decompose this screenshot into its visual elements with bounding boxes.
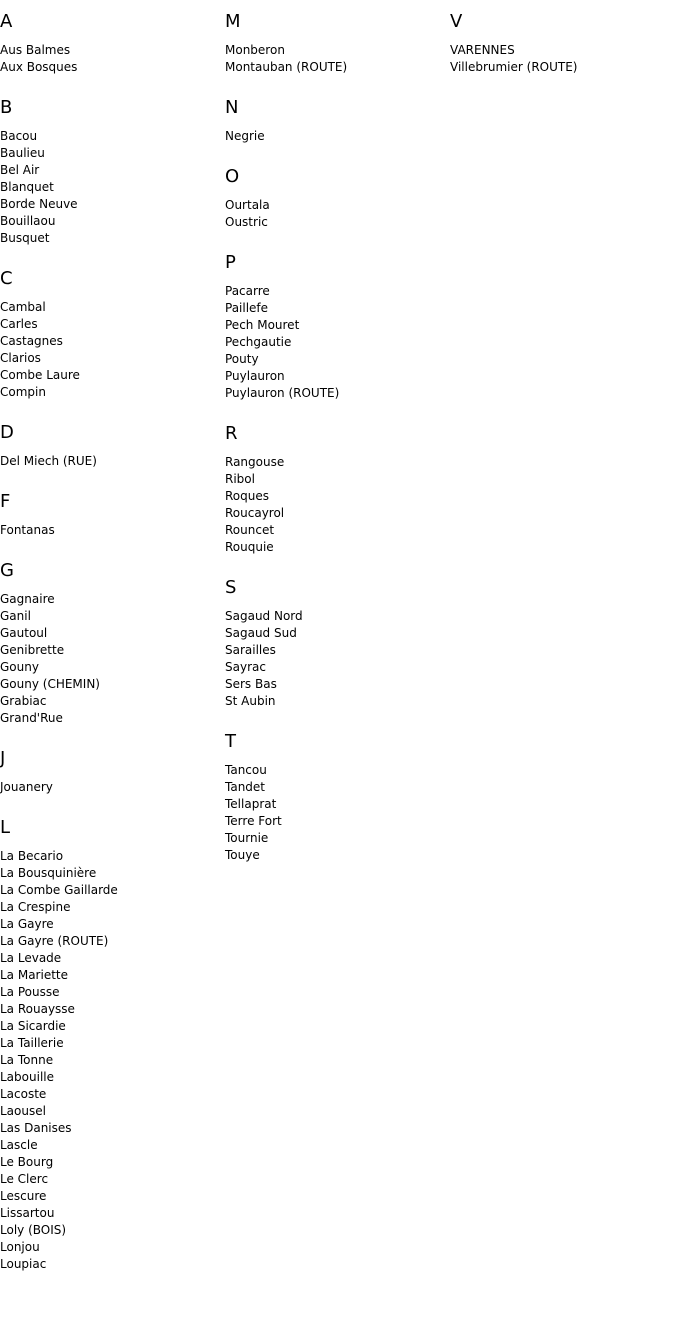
street-item[interactable]: Tournie: [225, 831, 269, 845]
street-item[interactable]: Grand'Rue: [0, 711, 63, 725]
street-item[interactable]: Villebrumier (ROUTE): [450, 60, 578, 74]
letter-section: [0, 86, 225, 247]
letter-heading: T: [225, 731, 236, 752]
letter-heading: D: [0, 422, 14, 443]
street-item[interactable]: Aux Bosques: [0, 60, 78, 74]
letter-section: [0, 411, 225, 470]
section-spacer: [0, 539, 225, 549]
street-item[interactable]: Rouquie: [225, 540, 274, 554]
street-item[interactable]: Puylauron: [225, 369, 285, 383]
letter-heading: A: [0, 11, 13, 32]
street-item[interactable]: Clarios: [0, 351, 41, 365]
letter-section: [225, 241, 450, 402]
street-item[interactable]: La Tonne: [0, 1053, 54, 1067]
street-item[interactable]: Castagnes: [0, 334, 63, 348]
street-item[interactable]: Lescure: [0, 1189, 47, 1203]
street-item[interactable]: Pech Mouret: [225, 318, 300, 332]
letter-heading: G: [0, 560, 14, 581]
street-item[interactable]: Laousel: [0, 1104, 46, 1118]
street-list: [450, 42, 675, 76]
letter-heading: S: [225, 577, 237, 598]
street-item[interactable]: Labouille: [0, 1070, 54, 1084]
street-item[interactable]: Pacarre: [225, 284, 270, 298]
street-list: [0, 453, 225, 470]
street-item[interactable]: La Levade: [0, 951, 62, 965]
street-item[interactable]: Blanquet: [0, 180, 54, 194]
letter-section: [225, 720, 450, 864]
street-item[interactable]: Puylauron (ROUTE): [225, 386, 340, 400]
street-item[interactable]: Bel Air: [0, 163, 40, 177]
letter-heading: V: [450, 11, 463, 32]
street-item[interactable]: Rouncet: [225, 523, 275, 537]
street-item[interactable]: Jouanery: [0, 780, 53, 794]
letter-section: [225, 0, 450, 76]
street-item[interactable]: Sers Bas: [225, 677, 277, 691]
street-item[interactable]: VARENNES: [450, 43, 515, 57]
street-item[interactable]: Oustric: [225, 215, 268, 229]
section-spacer: [0, 727, 225, 737]
letter-section: [0, 257, 225, 401]
street-item[interactable]: Borde Neuve: [0, 197, 78, 211]
street-item[interactable]: Terre Fort: [225, 814, 282, 828]
letter-heading: B: [0, 97, 13, 118]
letter-section: [0, 737, 225, 796]
street-list: [225, 608, 450, 710]
street-list: [225, 128, 450, 145]
street-list: [0, 299, 225, 401]
street-list: [225, 454, 450, 556]
street-item[interactable]: Grabiac: [0, 694, 47, 708]
section-spacer: [225, 710, 450, 720]
street-list: [0, 128, 225, 247]
street-item[interactable]: Gouny: [0, 660, 39, 674]
letter-heading: N: [225, 97, 239, 118]
street-item[interactable]: Le Clerc: [0, 1172, 49, 1186]
street-item[interactable]: Lascle: [0, 1138, 38, 1152]
section-spacer: [225, 556, 450, 566]
directory-column: [225, 0, 450, 864]
street-item[interactable]: La Crespine: [0, 900, 71, 914]
street-item[interactable]: Gautoul: [0, 626, 48, 640]
street-item[interactable]: Paillefe: [225, 301, 269, 315]
street-item[interactable]: Sagaud Nord: [225, 609, 303, 623]
street-item[interactable]: Genibrette: [0, 643, 65, 657]
street-item[interactable]: Aus Balmes: [0, 43, 71, 57]
letter-section: [0, 806, 225, 1273]
street-item[interactable]: Sarailles: [225, 643, 276, 657]
letter-heading: J: [0, 748, 6, 769]
section-spacer: [225, 231, 450, 241]
street-item[interactable]: Bouillaou: [0, 214, 56, 228]
street-item[interactable]: Gouny (CHEMIN): [0, 677, 100, 691]
street-list: [225, 197, 450, 231]
letter-heading: C: [0, 268, 13, 289]
street-item[interactable]: Combe Laure: [0, 368, 80, 382]
street-item[interactable]: Monberon: [225, 43, 285, 57]
street-item[interactable]: La Pousse: [0, 985, 60, 999]
street-item[interactable]: Las Danises: [0, 1121, 72, 1135]
letter-section: [225, 86, 450, 145]
street-item[interactable]: Compin: [0, 385, 46, 399]
section-spacer: [225, 145, 450, 155]
letter-section: [0, 480, 225, 539]
street-item[interactable]: La Mariette: [0, 968, 69, 982]
street-list: [0, 522, 225, 539]
street-item[interactable]: La Bousquinière: [0, 866, 97, 880]
letter-heading: P: [225, 252, 236, 273]
street-item[interactable]: Roques: [225, 489, 269, 503]
letter-heading: M: [225, 11, 241, 32]
street-item[interactable]: La Combe Gaillarde: [0, 883, 118, 897]
street-item[interactable]: Negrie: [225, 129, 265, 143]
street-item[interactable]: La Sicardie: [0, 1019, 66, 1033]
street-item[interactable]: Le Bourg: [0, 1155, 54, 1169]
street-item[interactable]: Pouty: [225, 352, 259, 366]
section-spacer: [0, 470, 225, 480]
street-item[interactable]: Del Miech (RUE): [0, 454, 97, 468]
street-item[interactable]: La Becario: [0, 849, 64, 863]
letter-heading: F: [0, 491, 11, 512]
street-item[interactable]: St Aubin: [225, 694, 276, 708]
street-item[interactable]: Tancou: [225, 763, 267, 777]
street-item[interactable]: Baulieu: [0, 146, 45, 160]
street-item[interactable]: Loly (BOIS): [0, 1223, 67, 1237]
street-list: [225, 283, 450, 402]
letter-heading: L: [0, 817, 11, 838]
street-item[interactable]: Cambal: [0, 300, 46, 314]
street-item[interactable]: Sagaud Sud: [225, 626, 297, 640]
street-item[interactable]: Ourtala: [225, 198, 270, 212]
section-spacer: [225, 402, 450, 412]
street-item[interactable]: Ribol: [225, 472, 255, 486]
section-spacer: [0, 796, 225, 806]
letter-heading: R: [225, 423, 238, 444]
section-spacer: [225, 76, 450, 86]
street-item[interactable]: La Gayre: [0, 917, 54, 931]
street-list: [225, 762, 450, 864]
directory-column: [0, 0, 225, 1273]
letter-section: [450, 0, 675, 76]
street-item[interactable]: Gagnaire: [0, 592, 55, 606]
street-item[interactable]: Carles: [0, 317, 38, 331]
street-list: [225, 42, 450, 76]
street-item[interactable]: Rangouse: [225, 455, 285, 469]
street-item[interactable]: Roucayrol: [225, 506, 285, 520]
street-item[interactable]: Fontanas: [0, 523, 55, 537]
street-item[interactable]: Ganil: [0, 609, 31, 623]
street-item[interactable]: Sayrac: [225, 660, 266, 674]
street-item[interactable]: Lissartou: [0, 1206, 55, 1220]
letter-section: [225, 412, 450, 556]
street-item[interactable]: Bacou: [0, 129, 38, 143]
section-spacer: [0, 76, 225, 86]
street-item[interactable]: Montauban (ROUTE): [225, 60, 348, 74]
street-list: [0, 42, 225, 76]
directory-column: [450, 0, 675, 76]
street-list: [0, 848, 225, 1273]
street-item[interactable]: Lonjou: [0, 1240, 40, 1254]
street-item[interactable]: Loupiac: [0, 1257, 47, 1271]
letter-section: [225, 566, 450, 710]
letter-section: [0, 549, 225, 727]
street-item[interactable]: Tellaprat: [225, 797, 277, 811]
street-item[interactable]: Pechgautie: [225, 335, 292, 349]
street-list: [0, 779, 225, 796]
letter-heading: O: [225, 166, 240, 187]
street-item[interactable]: Tandet: [225, 780, 266, 794]
letter-section: [225, 155, 450, 231]
street-item[interactable]: Lacoste: [0, 1087, 47, 1101]
section-spacer: [0, 247, 225, 257]
street-item[interactable]: La Rouaysse: [0, 1002, 75, 1016]
section-spacer: [0, 401, 225, 411]
street-item[interactable]: La Taillerie: [0, 1036, 64, 1050]
street-item[interactable]: La Gayre (ROUTE): [0, 934, 109, 948]
street-list: [0, 591, 225, 727]
street-item[interactable]: Touye: [225, 848, 260, 862]
street-item[interactable]: Busquet: [0, 231, 50, 245]
letter-section: [0, 0, 225, 76]
